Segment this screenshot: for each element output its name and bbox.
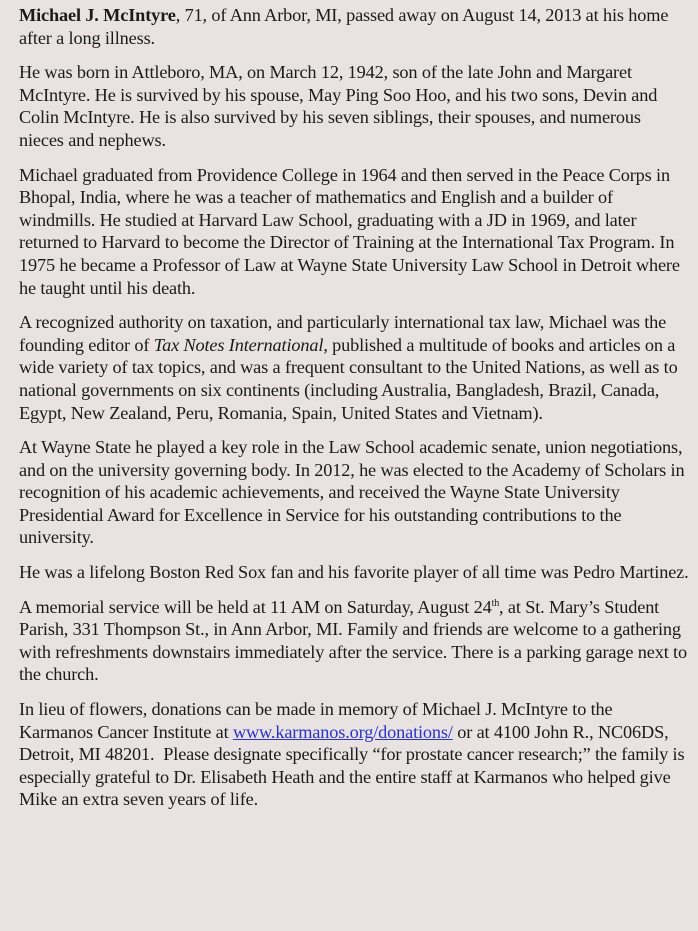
donations-text-before: In lieu of flowers, donations can be made in memory of Michael J. McIntyre to the Karmanos Cancer Institute at — [19, 699, 613, 742]
paragraph-donations — [19, 698, 689, 811]
deceased-name: Michael J. McIntyre — [19, 5, 176, 25]
publication-title: Tax Notes International — [153, 334, 324, 355]
wayne-state-text: At Wayne State he played a key role in the Law School academic senate, union negotiations, and on the university governing body. In 2012, he was elected to the Academy of Scholars in recognition of his academic achievements, and received the Wayne State University Presidential Award for Excellence in Service for his outstanding contributions to the university. — [19, 437, 685, 548]
intro-text: , 71, of Ann Arbor, MI, passed away on August 14, 2013 at his home after a long illness. — [19, 5, 669, 48]
paragraph-red-sox — [19, 561, 689, 584]
date-ordinal-suffix: th — [491, 597, 500, 609]
tax-text-after: , published a multitude of books and articles on a wide variety of tax topics, and was a frequent consultant to the United Nations, as well as to national governments on six continents (including Australia, Bangladesh, Brazil, Canada, Egypt, New Zealand, Peru, Romania, Spain, United States and Vietnam). — [19, 334, 678, 423]
memorial-text-before: A memorial service will be held at 11 AM on Saturday, August 24 — [19, 596, 492, 617]
paragraph-memorial-service — [19, 596, 689, 686]
paragraph-education-career — [19, 164, 689, 300]
donations-link[interactable]: www.karmanos.org/donations/ — [232, 721, 453, 742]
paragraph-family — [19, 61, 689, 151]
red-sox-text: He was a lifelong Boston Red Sox fan and his favorite player of all time was Pedro Martinez. — [19, 562, 689, 583]
memorial-text-after: , at St. Mary’s Student Parish, 331 Thompson St., in Ann Arbor, MI. Family and friends are welcome to a gathering with refreshments downstairs immediately after the service. There is a parking garage next to the church. — [19, 596, 687, 685]
donations-text-after: or at 4100 John R., NC06DS, Detroit, MI 48201. Please designate specifically “for prostate cancer research;” the family is especially grateful to Dr. Elisabeth Heath and the entire staff at Karmanos who helped give Mike an extra seven years of life. — [19, 721, 685, 810]
paragraph-tax-authority — [19, 311, 689, 424]
tax-text-before: A recognized authority on taxation, and particularly international tax law, Michael was the founding editor of — [19, 312, 667, 355]
paragraph-intro — [19, 4, 689, 49]
paragraph-wayne-state — [19, 436, 689, 549]
family-text: He was born in Attleboro, MA, on March 12, 1942, son of the late John and Margaret McIntyre. He is survived by his spouse, May Ping Soo Hoo, and his two sons, Devin and Colin McIntyre. He is also survived by his seven siblings, their spouses, and numerous nieces and nephews. — [19, 62, 658, 150]
career-text: Michael graduated from Providence College in 1964 and then served in the Peace Corps in Bhopal, India, where he was a teacher of mathematics and English and a builder of windmills. He studied at Harvard Law School, graduating with a JD in 1969, and later returned to Harvard to become the Director of Training at the International Tax Program. In 1975 he became a Professor of Law at Wayne State University Law School in Detroit where he taught until his death. — [19, 164, 680, 298]
